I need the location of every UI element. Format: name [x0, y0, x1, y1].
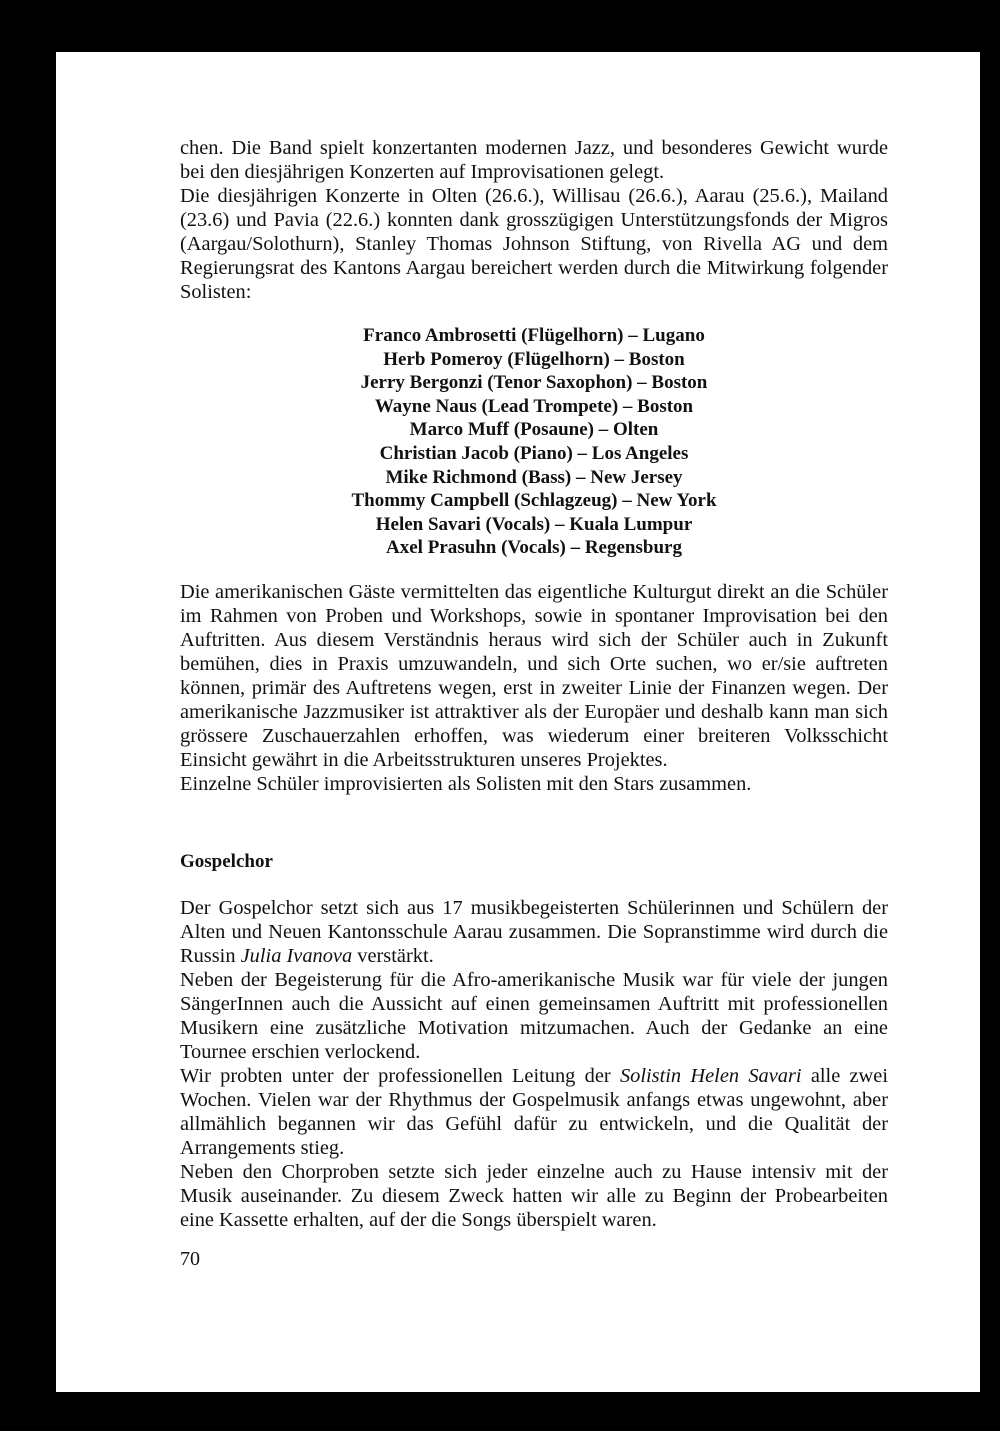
soloist-item: Axel Prasuhn (Vocals) – Regensburg [386, 537, 682, 559]
page-number: 70 [180, 1248, 200, 1270]
gospel-p1-text-end: verstärkt. [352, 944, 434, 967]
gospel-p3-text-end: alle zwei Wochen. Vielen war der Rhythmus der Gospelmusik anfangs etwas ungewohnt, aber allmählich begannen wir das Gefühl dafür zu entwickeln, und die Qualität der Arrangements stieg. [180, 1064, 888, 1159]
gospel-p3-text: Wir probten unter der professionellen Leitung der [180, 1064, 620, 1087]
soloist-item: Helen Savari (Vocals) – Kuala Lumpur [375, 513, 693, 535]
gospel-p3-italic-name: Solistin Helen Savari [619, 1064, 802, 1087]
soloist-item: Wayne Naus (Lead Trompete) – Boston [374, 395, 694, 417]
jazz-paragraph-3: Die amerikanischen Gäste vermittelten das eigentliche Kulturgut direkt an die Schüler im Rahmen von Proben und Workshops, sowie in spontaner Improvisation bei den Auftritten. Aus diesem Verständnis heraus wird sich der Schüler auch in Zukunft bemühen, dies in Praxis umzuwandeln, und sich Orte suchen, wo er/sie auftreten können, primär des Auftretens wegen, erst in zweiter Linie der Finanzen wegen. Der amerikanische Jazzmusiker ist attraktiver als der Europäer und deshalb kann man sich grössere Zuschauerzahlen erhoffen, was wiederum einer breiteren Volksschicht Einsicht gewährt in die Arbeitsstrukturen unseres Projektes. [180, 580, 888, 771]
gospel-paragraph-3 [180, 1064, 888, 1160]
jazz-paragraph-2: Die diesjährigen Konzerte in Olten (26.6.), Willisau (26.6.), Aarau (25.6.), Mailand (23.6) und Pavia (22.6.) konnten dank grosszügigen Unterstützungsfonds der Migros (Aargau/Solothurn), Stanley Thomas Johnson Stiftung, von Rivella AG und dem Regierungsrat des Kantons Aargau bereichert werden durch die Mitwirkung folgender Solisten: [180, 185, 888, 303]
gospel-paragraph-1 [180, 896, 888, 968]
soloist-item: Christian Jacob (Piano) – Los Angeles [379, 442, 689, 464]
section-heading-gospelchor: Gospelchor [180, 850, 273, 872]
gospel-paragraph-4: Neben den Chorproben setzte sich jeder einzelne auch zu Hause intensiv mit der Musik auseinander. Zu diesem Zweck hatten wir alle zu Beginn der Probearbeiten eine Kassette erhalten, auf der die Songs überspielt waren. [180, 1160, 888, 1231]
soloist-item: Thommy Campbell (Schlagzeug) – New York [351, 490, 717, 512]
soloist-list [180, 324, 888, 560]
jazz-paragraph-1: chen. Die Band spielt konzertanten modernen Jazz, und besonderes Gewicht wurde bei den diesjährigen Konzerten auf Improvisationen gelegt. [180, 137, 888, 183]
soloist-item: Mike Richmond (Bass) – New Jersey [385, 466, 683, 488]
soloist-item: Jerry Bergonzi (Tenor Saxophon) – Boston [360, 372, 708, 394]
soloist-item: Marco Muff (Posaune) – Olten [409, 419, 659, 441]
page-content [180, 136, 888, 1232]
document-page [56, 52, 980, 1392]
gospel-paragraph-2: Neben der Begeisterung für die Afro-amerikanische Musik war für viele der jungen SängerInnen auch die Aussicht auf einen gemeinsamen Auftritt mit professionellen Musikern eine zusätzliche Motivation mitzumachen. Auch der Gedanke an eine Tournee erschien verlockend. [180, 968, 888, 1063]
jazz-paragraph-4: Einzelne Schüler improvisierten als Solisten mit den Stars zusammen. [180, 772, 752, 795]
gospel-p1-text: Der Gospelchor setzt sich aus 17 musikbegeisterten Schülerinnen und Schülern der Alten und Neuen Kantonsschule Aarau zusammen. Die Sopranstimme wird durch die Russin [180, 896, 888, 967]
gospel-p1-italic-name: Julia Ivanova [240, 944, 353, 967]
soloist-item: Herb Pomeroy (Flügelhorn) – Boston [383, 348, 685, 370]
soloist-item: Franco Ambrosetti (Flügelhorn) – Lugano [363, 325, 705, 346]
